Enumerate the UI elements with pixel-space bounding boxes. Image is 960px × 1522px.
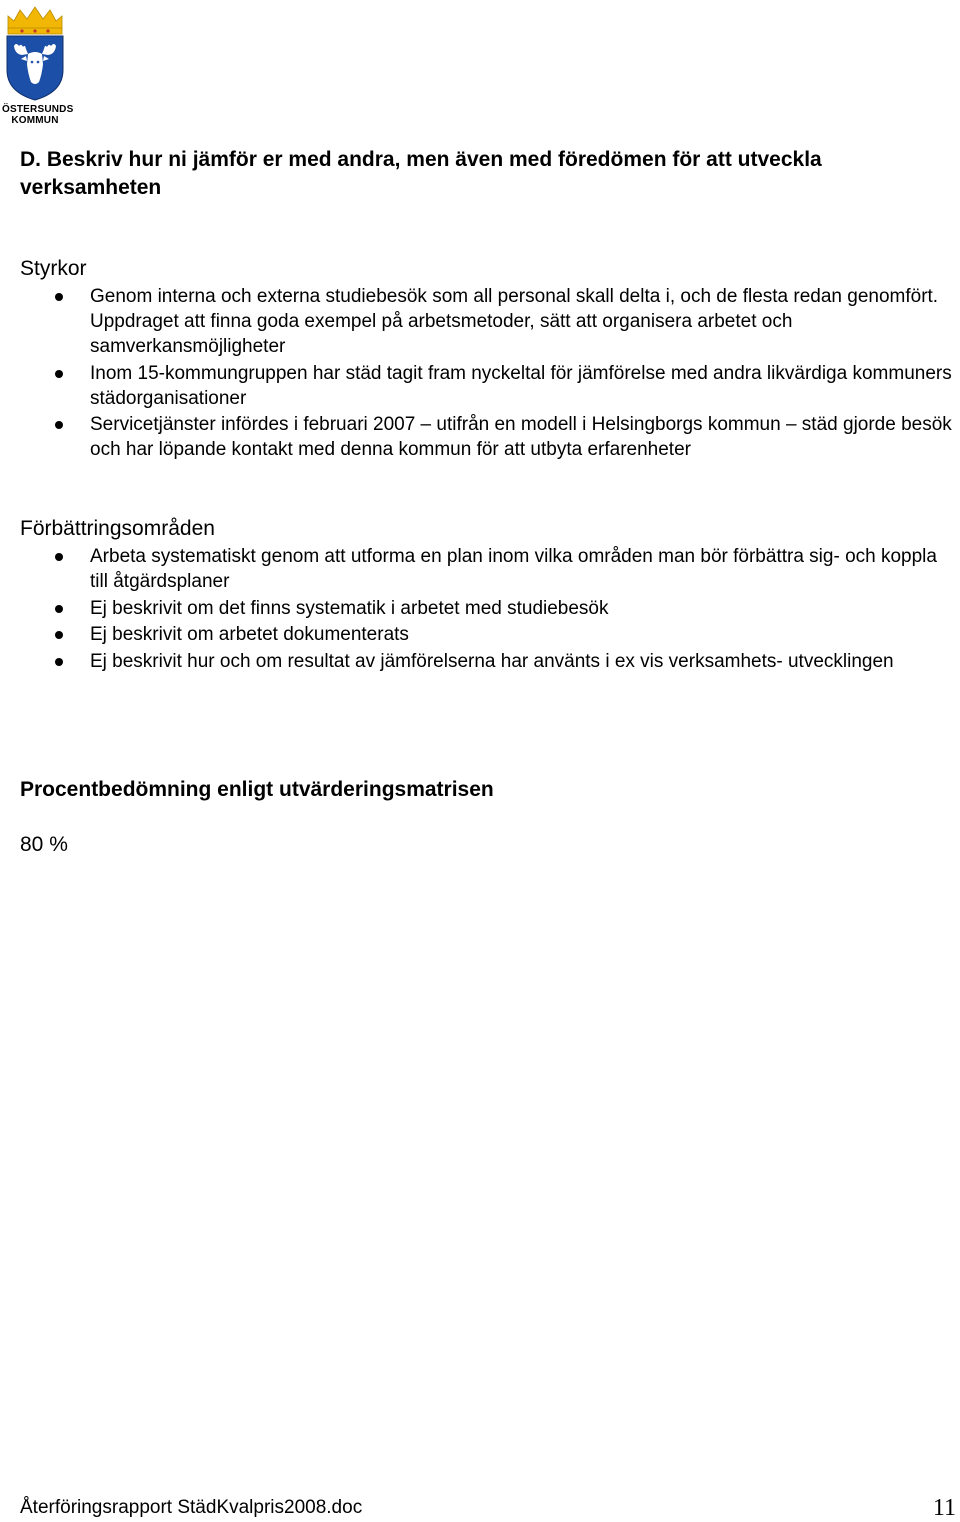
bullet-icon [55, 293, 63, 301]
list-item [0, 596, 960, 621]
rating-title: Procentbedömning enligt utvärderingsmatrisen [20, 778, 494, 801]
bullet-icon [55, 631, 63, 639]
bullet-icon [55, 421, 63, 429]
ostersunds-kommun-logo [2, 2, 74, 126]
list-item-text: Genom interna och externa studiebesök som all personal skall delta i, och de flesta redan genomfört. Uppdraget att finna goda exempel på arbetsmetoder, sätt att organisera arbetet och samverkansmöjligheter [90, 286, 939, 357]
list-item [0, 649, 960, 674]
list-item-text: Inom 15-kommungruppen har städ tagit fram nyckeltal för jämförelse med andra likvärdiga kommuners städorganisationer [90, 362, 952, 409]
list-item-text: Ej beskrivit om det finns systematik i arbetet med studiebesök [90, 597, 609, 619]
strengths-title: Styrkor [20, 257, 87, 280]
section-heading: D. Beskriv hur ni jämför er med andra, men även med föredömen för att utveckla verksamheten [20, 148, 822, 199]
page-number: 11 [932, 1495, 956, 1521]
list-item-text: Ej beskrivit om arbetet dokumenterats [90, 624, 409, 645]
list-item [0, 544, 960, 594]
improvements-list [0, 544, 960, 675]
improvements-title: Förbättringsområden [20, 517, 215, 540]
bullet-icon [55, 553, 63, 561]
bullet-icon [55, 370, 63, 378]
list-item [0, 622, 960, 647]
list-item [0, 284, 960, 359]
list-item [0, 361, 960, 411]
strengths-list [0, 284, 960, 464]
list-item-text: Ej beskrivit hur och om resultat av jämförelserna har använts i ex vis verksamhets- utvecklingen [90, 650, 894, 672]
rating-value: 80 % [20, 833, 68, 856]
logo-text-line1: ÖSTERSUNDS [2, 104, 74, 115]
list-item [0, 412, 960, 462]
bullet-icon [55, 658, 63, 666]
bullet-icon [55, 605, 63, 613]
coat-of-arms-icon [2, 2, 68, 102]
list-item-text: Arbeta systematiskt genom att utforma en plan inom vilka områden man bör förbättra sig- och koppla till åtgärdsplaner [90, 546, 937, 592]
footer-filename: Återföringsrapport StädKvalpris2008.doc [20, 1497, 363, 1518]
list-item-text: Servicetjänster infördes i februari 2007 – utifrån en modell i Helsingborgs kommun – städ gjorde besök och har löpande kontakt med denna kommun för att utbyta erfarenheter [90, 414, 952, 460]
logo-text-line2: KOMMUN [11, 115, 59, 126]
